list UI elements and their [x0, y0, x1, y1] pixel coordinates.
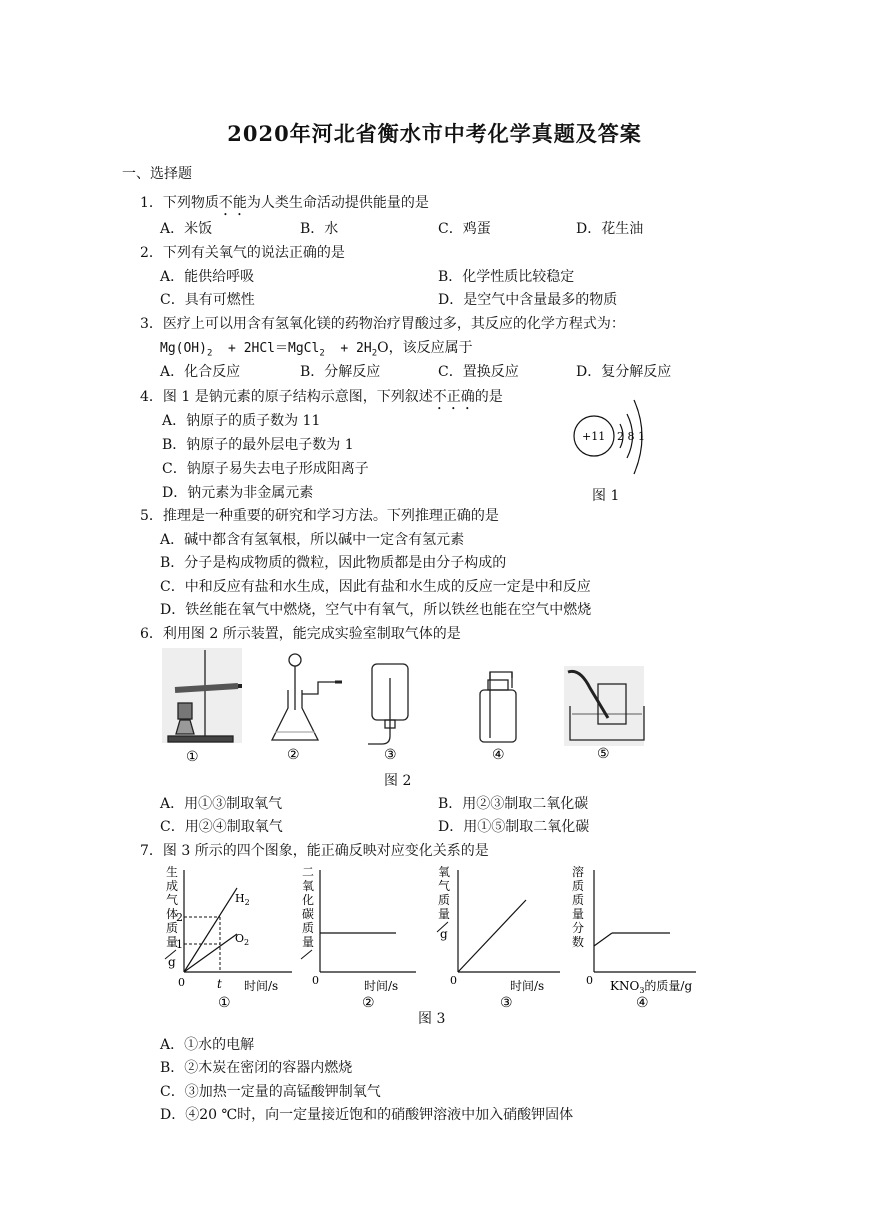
graph-4-kno3-solution — [570, 862, 705, 1017]
figure-1-caption: 图 1 — [592, 488, 620, 504]
graph-2-carbon-combustion — [298, 862, 428, 1017]
q7-option-a: A．①水的电解 — [160, 1037, 255, 1053]
svg-text:质: 质 — [302, 921, 315, 935]
svg-text:量: 量 — [302, 935, 315, 949]
q3-option-b: B．分解反应 — [300, 364, 381, 380]
q6-option-b: B．用②③制取二氧化碳 — [438, 796, 589, 812]
q3-option-a: A．化合反应 — [160, 364, 241, 380]
svg-text:0: 0 — [178, 976, 185, 989]
svg-text:数: 数 — [572, 935, 585, 949]
svg-text:量: 量 — [438, 907, 451, 921]
svg-text:③: ③ — [384, 747, 397, 763]
q7-option-b: B．②木炭在密闭的容器内燃烧 — [160, 1060, 353, 1076]
sodium-atom-diagram — [570, 392, 650, 484]
q6-option-a: A．用①③制取氧气 — [160, 796, 283, 812]
q4-stem: 4．图 1 是钠元素的原子结构示意图，下列叙述不正确的是 — [140, 389, 503, 405]
q5-option-a: A．碱中都含有氢氧根，所以碱中一定含有氢元素 — [160, 532, 465, 548]
svg-text:体: 体 — [166, 907, 179, 921]
svg-text:时间/s: 时间/s — [510, 979, 545, 993]
q1-option-d: D．花生油 — [576, 221, 644, 237]
q4-option-d: D．钠元素为非金属元素 — [162, 485, 314, 501]
q3-stem: 3．医疗上可以用含有氢氧化镁的药物治疗胃酸过多，其反应的化学方程式为： — [140, 316, 625, 332]
section-heading: 一、选择题 — [122, 166, 192, 182]
svg-text:质: 质 — [438, 893, 451, 907]
svg-text:t: t — [217, 977, 222, 991]
svg-text:质: 质 — [572, 893, 585, 907]
q5-option-b: B．分子是构成物质的微粒，因此物质都是由分子构成的 — [160, 555, 507, 571]
svg-text:⑤: ⑤ — [597, 746, 610, 762]
svg-text:0: 0 — [312, 974, 319, 987]
svg-text:④: ④ — [636, 995, 649, 1011]
svg-text:①: ① — [218, 995, 231, 1011]
q1-stem: 1．下列物质不能为人类生命活动提供能量的是 — [140, 195, 429, 211]
figure-3-caption: 图 3 — [418, 1011, 446, 1027]
q3-option-c: C．置换反应 — [438, 364, 519, 380]
svg-text:时间/s: 时间/s — [364, 979, 399, 993]
q6-option-d: D．用①⑤制取二氧化碳 — [438, 819, 590, 835]
svg-text:化: 化 — [302, 893, 315, 907]
svg-text:量: 量 — [572, 907, 585, 921]
svg-text:O2: $O_2$ — [235, 932, 250, 947]
svg-text:0: 0 — [450, 974, 457, 987]
q1-option-a: A．米饭 — [160, 221, 213, 237]
svg-text:分: 分 — [572, 921, 585, 935]
graph-3-permanganate — [434, 862, 564, 1017]
svg-text:1: 1 — [176, 938, 183, 951]
q5-stem: 5．推理是一种重要的研究和学习方法。下列推理正确的是 — [140, 508, 499, 524]
apparatus-4-gas-bottle — [480, 672, 516, 742]
q4-option-c: C．钠原子易失去电子形成阳离子 — [162, 461, 369, 477]
svg-text:氧: 氧 — [302, 879, 315, 893]
svg-text:KNO3的质量/g: $KNO_3$的质量/g — [610, 979, 693, 995]
apparatus-2-flask-funnel — [272, 654, 342, 740]
q2-option-b: B．化学性质比较稳定 — [438, 269, 575, 285]
q5-option-c: C．中和反应有盐和水生成，因此有盐和水生成的反应一定是中和反应 — [160, 579, 591, 595]
q6-option-c: C．用②④制取氧气 — [160, 819, 283, 835]
svg-text:量: 量 — [166, 935, 179, 949]
q7-option-c: C．③加热一定量的高锰酸钾制氧气 — [160, 1084, 381, 1100]
svg-text:气: 气 — [438, 879, 451, 893]
figure-2-caption: 图 2 — [384, 773, 412, 789]
q2-option-c: C．具有可燃性 — [160, 292, 255, 308]
svg-text:g: g — [440, 927, 448, 941]
q4-option-b: B．钠原子的最外层电子数为 1 — [162, 437, 354, 453]
q2-option-a: A．能供给呼吸 — [160, 269, 255, 285]
q6-stem: 6．利用图 2 所示装置，能完成实验室制取气体的是 — [140, 626, 461, 642]
q5-option-d: D．铁丝能在氧气中燃烧，空气中有氧气，所以铁丝也能在空气中燃烧 — [160, 602, 592, 618]
svg-text:+11: +11 — [582, 430, 606, 443]
svg-text:①: ① — [186, 749, 199, 765]
q4-option-a: A．钠原子的质子数为 11 — [162, 413, 321, 429]
q3-option-d: D．复分解反应 — [576, 364, 672, 380]
apparatus-5-water-trough — [564, 666, 644, 746]
q2-stem: 2．下列有关氧气的说法正确的是 — [140, 245, 345, 261]
svg-text:g: g — [168, 955, 176, 969]
apparatus-3-inverted-bottle — [368, 664, 408, 744]
svg-text:溶: 溶 — [572, 865, 585, 879]
svg-text:②: ② — [287, 747, 300, 763]
svg-text:H2: $H_2$ — [235, 892, 250, 907]
svg-text:时间/s: 时间/s — [244, 979, 279, 993]
page-title: 2020年河北省衡水市中考化学真题及答案 — [227, 121, 642, 146]
q7-stem: 7．图 3 所示的四个图象，能正确反映对应变化关系的是 — [140, 843, 489, 859]
figure-2-apparatus — [160, 648, 650, 766]
apparatus-1-heating-tube — [162, 648, 242, 743]
svg-text:氧: 氧 — [438, 865, 451, 879]
svg-text:③: ③ — [500, 995, 513, 1011]
svg-text:质: 质 — [572, 879, 585, 893]
q1-option-b: B．水 — [300, 221, 339, 237]
svg-text:0: 0 — [586, 974, 593, 987]
svg-text:质: 质 — [166, 921, 179, 935]
q3-equation: $Mg(OH)_2$ + 2HCl＝MgCl$_2$ + $2H_2O$，该反应属于 — [160, 340, 473, 359]
svg-text:生: 生 — [166, 865, 179, 879]
q1-option-c: C．鸡蛋 — [438, 221, 491, 237]
graph-1-electrolysis — [162, 862, 302, 1017]
q7-option-d: D．④20 ℃时，向一定量接近饱和的硝酸钾溶液中加入硝酸钾固体 — [160, 1107, 574, 1123]
svg-text:2: 2 — [176, 911, 183, 924]
svg-text:碳: 碳 — [302, 907, 315, 921]
svg-text:二: 二 — [302, 865, 315, 879]
q2-option-d: D．是空气中含量最多的物质 — [438, 292, 618, 308]
svg-text:②: ② — [362, 995, 375, 1011]
svg-text:气: 气 — [166, 893, 179, 907]
svg-text:成: 成 — [166, 879, 179, 893]
svg-text:2 8 1: 2 8 1 — [617, 430, 645, 443]
svg-text:④: ④ — [492, 747, 505, 763]
